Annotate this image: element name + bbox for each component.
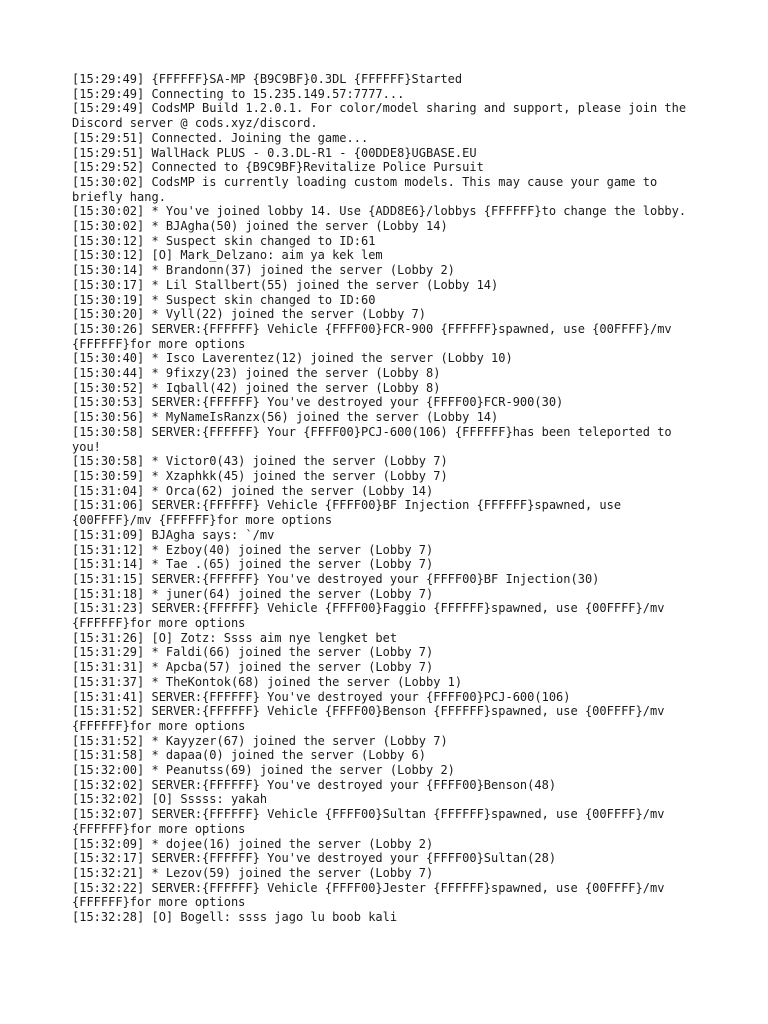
log-line: [15:30:56] * MyNameIsRanzx(56) joined the server (Lobby 14) [72, 410, 499, 425]
log-line: [15:31:52] SERVER:{FFFFFF} Vehicle {FFFF00}Benson {FFFFFF}spawned, use {00FFFF}/mv {FFFFFF}for more options [72, 704, 672, 733]
log-line: [15:30:52] * Iqball(42) joined the server (Lobby 8) [72, 380, 441, 395]
log-line: [15:31:15] SERVER:{FFFFFF} You've destroyed your {FFFF00}BF Injection(30) [72, 571, 600, 586]
log-line: [15:29:49] CodsMP Build 1.2.0.1. For color/model sharing and support, please join the Discord server @ cods.xyz/discord. [72, 101, 694, 131]
log-line: [15:31:29] * Faldi(66) joined the server (Lobby 7) [72, 645, 434, 660]
log-line: [15:30:19] * Suspect skin changed to ID:60 [72, 292, 376, 307]
log-line: [15:30:02] * BJAgha(50) joined the server (Lobby 14) [72, 219, 448, 234]
log-line: [15:32:22] SERVER:{FFFFFF} Vehicle {FFFF00}Jester {FFFFFF}spawned, use {00FFFF}/mv {FFFFFF}for more options [72, 880, 672, 910]
log-line: [15:30:02] * You've joined lobby 14. Use {ADD8E6}/lobbys {FFFFFF}to change the lobby. [72, 204, 687, 219]
log-line: [15:31:04] * Orca(62) joined the server (Lobby 14) [72, 483, 434, 498]
log-line: [15:30:44] * 9fixzy(23) joined the server (Lobby 8) [72, 366, 441, 381]
log-line: [15:31:52] * Kayyzer(67) joined the server (Lobby 7) [72, 733, 448, 748]
log-line: [15:30:53] SERVER:{FFFFFF} You've destroyed your {FFFF00}FCR-900(30) [72, 395, 564, 410]
log-line: [15:30:02] CodsMP is currently loading custom models. This may cause your game to briefly hang. [72, 174, 665, 204]
log-line: [15:32:28] [O] Bogell: ssss jago lu boob kali [72, 910, 398, 925]
log-line: [15:32:09] * dojee(16) joined the server (Lobby 2) [72, 836, 434, 851]
log-line: [15:30:58] * Victor0(43) joined the server (Lobby 7) [72, 454, 448, 469]
log-line: [15:31:58] * dapaa(0) joined the server (Lobby 6) [72, 748, 427, 763]
log-line: [15:31:18] * juner(64) joined the server (Lobby 7) [72, 586, 434, 601]
log-line: [15:30:58] SERVER:{FFFFFF} Your {FFFF00}PCJ-600(106) {FFFFFF}has been teleported to you! [72, 424, 679, 454]
log-line: [15:29:51] WallHack PLUS - 0.3.DL-R1 - {00DDE8}UGBASE.EU [72, 145, 477, 160]
log-line: [15:32:21] * Lezov(59) joined the server (Lobby 7) [72, 865, 434, 880]
log-line: [15:32:02] [O] Sssss: yakah [72, 792, 268, 807]
log-line: [15:29:51] Connected. Joining the game... [72, 130, 369, 145]
log-line: [15:31:12] * Ezboy(40) joined the server (Lobby 7) [72, 542, 434, 557]
log-line: [15:31:09] BJAgha says: `/mv [72, 527, 275, 542]
log-line: [15:29:49] {FFFFFF}SA-MP {B9C9BF}0.3DL {FFFFFF}Started [72, 72, 463, 86]
log-line: [15:31:06] SERVER:{FFFFFF} Vehicle {FFFF00}BF Injection {FFFFFF}spawned, use {00FFFF}/mv {FFFFFF}for more options [72, 498, 629, 528]
log-line: [15:30:14] * Brandonn(37) joined the server (Lobby 2) [72, 263, 455, 278]
log-line: [15:31:37] * TheKontok(68) joined the server (Lobby 1) [72, 674, 463, 689]
log-line: [15:29:49] Connecting to 15.235.149.57:7777... [72, 86, 405, 101]
log-line: [15:31:14] * Tae .(65) joined the server (Lobby 7) [72, 557, 434, 572]
log-line: [15:30:12] [O] Mark_Delzano: aim ya kek lem [72, 248, 383, 263]
log-line: [15:32:07] SERVER:{FFFFFF} Vehicle {FFFF00}Sultan {FFFFFF}spawned, use {00FFFF}/mv {FFFFFF}for more options [72, 807, 672, 836]
log-line: [15:29:52] Connected to {B9C9BF}Revitalize Police Pursuit [72, 160, 484, 175]
chat-log [72, 72, 698, 925]
log-line: [15:31:41] SERVER:{FFFFFF} You've destroyed your {FFFF00}PCJ-600(106) [72, 689, 571, 704]
log-line: [15:31:23] SERVER:{FFFFFF} Vehicle {FFFF00}Faggio {FFFFFF}spawned, use {00FFFF}/mv {FFFFFF}for more options [72, 601, 672, 631]
log-line: [15:30:26] SERVER:{FFFFFF} Vehicle {FFFF00}FCR-900 {FFFFFF}spawned, use {00FFFF}/mv {FFFFFF}for more options [72, 321, 679, 351]
log-line: [15:30:17] * Lil Stallbert(55) joined the server (Lobby 14) [72, 277, 499, 292]
log-line: [15:30:40] * Isco Laverentez(12) joined the server (Lobby 10) [72, 351, 513, 366]
log-line: [15:32:02] SERVER:{FFFFFF} You've destroyed your {FFFF00}Benson(48) [72, 777, 557, 792]
log-line: [15:32:17] SERVER:{FFFFFF} You've destroyed your {FFFF00}Sultan(28) [72, 851, 557, 866]
log-line: [15:30:59] * Xzaphkk(45) joined the server (Lobby 7) [72, 468, 448, 483]
log-line: [15:30:12] * Suspect skin changed to ID:61 [72, 233, 376, 248]
log-line: [15:31:31] * Apcba(57) joined the server (Lobby 7) [72, 660, 434, 675]
log-line: [15:32:00] * Peanutss(69) joined the server (Lobby 2) [72, 763, 455, 778]
log-line: [15:30:20] * Vyll(22) joined the server (Lobby 7) [72, 307, 427, 322]
log-line: [15:31:26] [O] Zotz: Ssss aim nye lengket bet [72, 630, 398, 645]
